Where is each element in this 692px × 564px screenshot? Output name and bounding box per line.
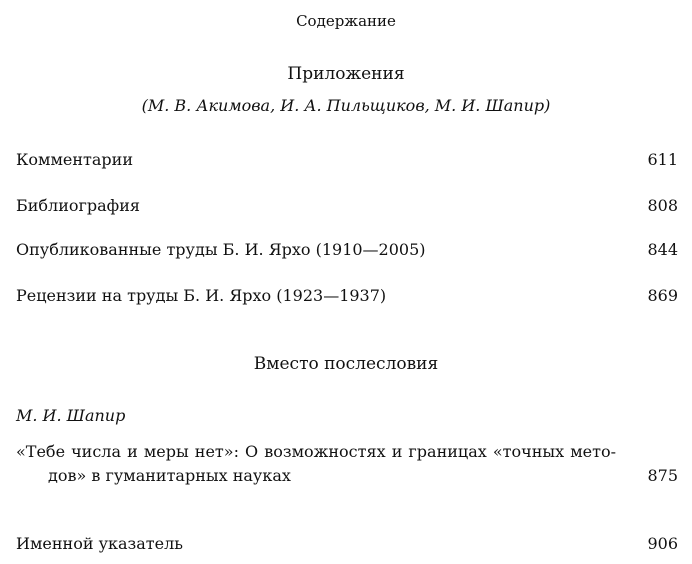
toc-entry-title: Рецензии на труды Б. И. Ярхо (1923—1937)	[16, 286, 387, 305]
toc-entry-title: Именной указатель	[16, 534, 183, 553]
toc-entry-reviews	[16, 286, 678, 305]
toc-entry-page: 844	[647, 240, 678, 259]
afterword-title: Вместо послесловия	[253, 354, 439, 374]
appendix-authors: (М. В. Акимова, И. А. Пильщиков, М. И. Шапир)	[141, 96, 551, 115]
toc-entry-bibliography	[16, 196, 678, 215]
toc-entry-title: Комментарии	[16, 150, 133, 169]
toc-entry-comments	[16, 150, 678, 169]
toc-entry-essay	[16, 440, 678, 488]
toc-entry-page: 611	[647, 150, 678, 169]
page-header: Содержание	[296, 12, 396, 30]
toc-entry-page: 875	[647, 466, 678, 485]
toc-entry-page: 808	[647, 196, 678, 215]
appendix-title: Приложения	[287, 64, 405, 84]
toc-entry-title: Опубликованные труды Б. И. Ярхо (1910—2005)	[16, 240, 426, 259]
essay-title-line2: дов» в гуманитарных науках	[48, 466, 291, 485]
toc-entry-page: 906	[647, 534, 678, 553]
afterword-author: М. И. Шапир	[16, 406, 126, 425]
essay-title-line1: «Тебе числа и меры нет»: О возможностях и границах «точных мето-	[16, 442, 616, 461]
toc-entry-title: Библиография	[16, 196, 140, 215]
toc-entry-published-works	[16, 240, 678, 259]
toc-entry-page: 869	[647, 286, 678, 305]
toc-entry-name-index	[16, 534, 678, 553]
